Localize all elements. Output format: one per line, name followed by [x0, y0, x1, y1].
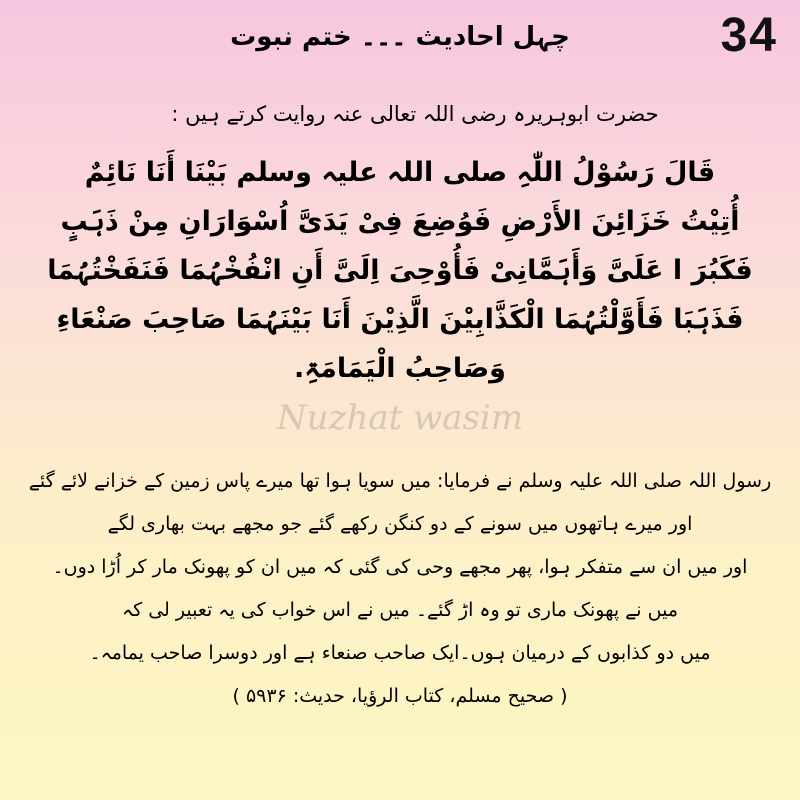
hadith-number-badge: 34 — [720, 9, 778, 62]
reference-line: ( صحیح مسلم، کتاب الرؤیا، حدیث: ۵۹۳۶ ) — [232, 685, 568, 707]
urdu-line: میں دو کذابوں کے درمیان ہوں۔ایک صاحب صنعاء ہے اور دوسرا صاحب یمامہ۔ — [89, 642, 711, 664]
page-title: چہل احادیث ۔۔۔ ختم نبوت — [230, 22, 570, 52]
urdu-line: اور میں ان سے متفکر ہوا، پھر مجھے وحی کی گئی کہ میں ان کو پھونک مار کر اُڑا دوں۔ — [52, 556, 748, 578]
urdu-line: اور میرے ہاتھوں میں سونے کے دو کنگن رکھے گئے جو مجھے بہت بھاری لگے — [107, 513, 693, 535]
arabic-line: قَالَ رَسُوْلُ اللّٰہِ صلی اللہ علیہ وسلم بَیْنَا أَنَا نَائِمٌ — [84, 157, 716, 188]
urdu-translation — [20, 460, 780, 718]
urdu-line: رسول اللہ صلی اللہ علیہ وسلم نے فرمایا: میں سویا ہوا تھا میرے پاس زمین کے خزانے لائے گئے — [28, 470, 772, 492]
arabic-hadith-text — [30, 148, 770, 393]
arabic-line: وَصَاحِبُ الْیَمَامَۃِ. — [294, 353, 506, 384]
watermark: Nuzhat wasim — [276, 398, 524, 438]
urdu-line: میں نے پھونک ماری تو وہ اڑ گئے۔ میں نے اس خواب کی یہ تعبیر لی کہ — [121, 599, 678, 621]
arabic-line: أُتِیْتُ خَزَائِنَ الأَرْضِ فَوُضِعَ فِیْ یَدَیَّ اُسْوَارَانِ مِنْ ذَہَبٍ — [60, 206, 740, 237]
narrator-line: حضرت ابوہریرہ رضی اللہ تعالی عنہ روایت کرتے ہیں : — [171, 102, 659, 126]
arabic-line: فَکَبُرَ ا عَلَیَّ وَأَہَمَّانِیْ فَأُوْحِیَ اِلَیَّ أَنِ انْفُخْہُمَا فَنَفَخْتُہُمَا — [47, 255, 753, 286]
arabic-line: فَذَہَبَا فَأَوَّلْتُہُمَا الْکَذَّابِیْنَ الَّذِیْنَ أَنَا بَیْنَہُمَا صَاحِبَ صَنْعَاءِ — [56, 304, 744, 335]
